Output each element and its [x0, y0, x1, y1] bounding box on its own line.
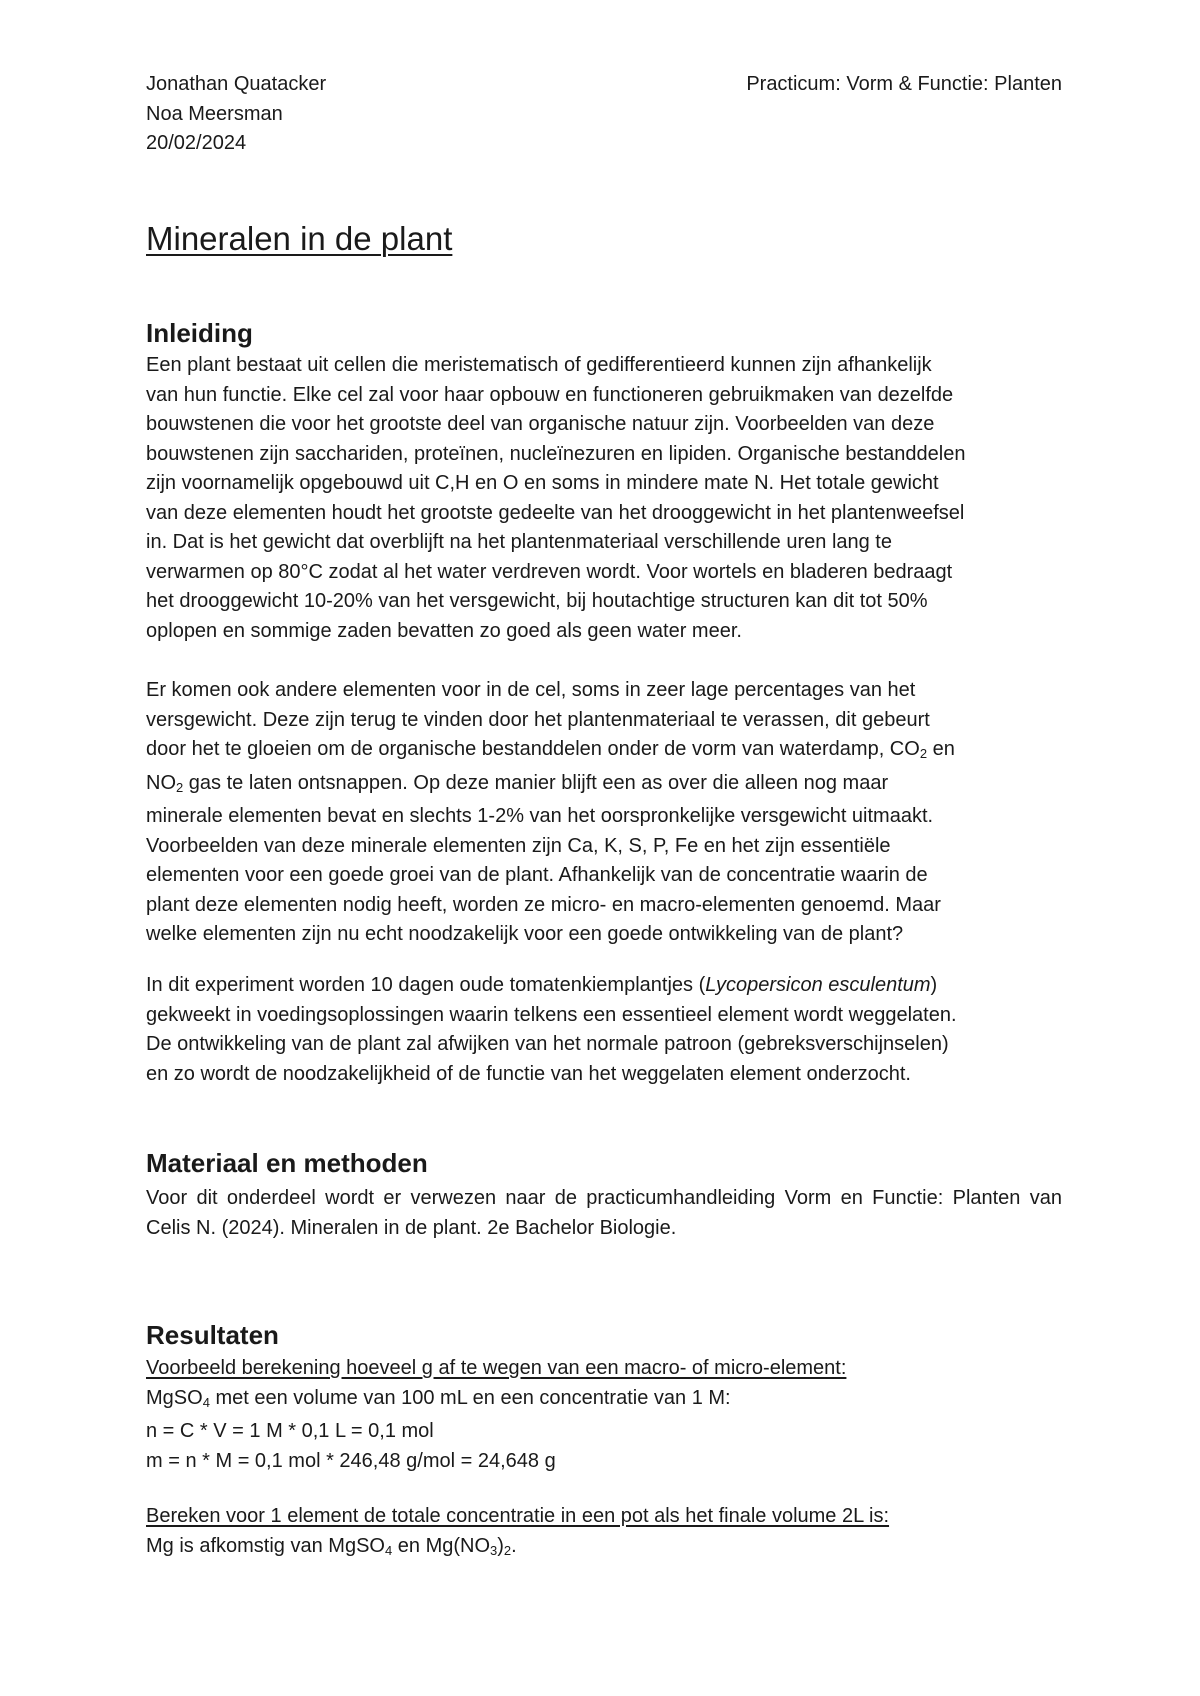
- section-heading-methods: Materiaal en methoden: [146, 1148, 428, 1178]
- text-line: Een plant bestaat uit cellen die meristematisch of gedifferentieerd kunnen zijn afhankelijk: [146, 354, 932, 376]
- methods-paragraph: Voor dit onderdeel wordt er verwezen naar de practicumhandleiding Vorm en Functie: Planten van Celis N. (2024). Mineralen in de plant. 2e Bachelor Biologie.: [146, 1187, 1062, 1239]
- text-fragment: gas te laten ontsnappen. Op deze manier blijft een as over die alleen nog maar: [183, 771, 889, 794]
- text-line: versgewicht. Deze zijn terug te vinden door het plantenmateriaal te verassen, dit gebeurt: [146, 708, 930, 731]
- section-heading-intro: Inleiding: [146, 318, 253, 348]
- course-title: Practicum: Vorm & Functie: Planten: [746, 73, 1062, 95]
- text-fragment: en: [927, 738, 955, 760]
- text-line: bouwstenen die voor het grootste deel van organische natuur zijn. Voorbeelden van deze: [146, 413, 935, 435]
- text-fragment: In dit experiment worden 10 dagen oude tomatenkiemplantjes (: [146, 974, 706, 996]
- text-line: [146, 1384, 1062, 1418]
- example-title: Voorbeeld berekening hoeveel g af te wegen van een macro- of micro-element:: [146, 1357, 847, 1379]
- subscript: 2: [919, 746, 928, 761]
- results-task: [146, 1502, 1062, 1565]
- subscript: 2: [176, 779, 184, 795]
- text-line: verwarmen op 80°C zodat al het water verdreven wordt. Voor wortels en bladeren bedraagt: [146, 560, 953, 583]
- text-line: [146, 769, 1062, 803]
- page-title: Mineralen in de plant: [146, 220, 453, 257]
- text-line: minerale elementen bevat en slechts 1-2% van het oorspronkelijke versgewicht uitmaakt.: [146, 805, 934, 827]
- task-title: Bereken voor 1 element de totale concentratie in een pot als het finale volume 2L is:: [146, 1505, 890, 1527]
- text-fragment: door het te gloeien om de organische bestanddelen onder de vorm van waterdamp, CO: [146, 738, 920, 760]
- intro-paragraph-3: [146, 971, 1062, 1089]
- text-line: [146, 1532, 1062, 1566]
- author-name: Jonathan Quatacker: [146, 73, 327, 95]
- section-heading-results: Resultaten: [146, 1320, 279, 1350]
- author-name: Noa Meersman: [146, 102, 283, 125]
- text-line: zijn voornamelijk opgebouwd uit C,H en O en soms in mindere mate N. Het totale gewicht: [146, 472, 939, 494]
- text-line: elementen voor een goede groei van de plant. Afhankelijk van de concentratie waarin de: [146, 864, 928, 886]
- text-fragment: met een volume van 100 mL en een concentratie van 1 M:: [209, 1386, 731, 1409]
- author-block: [146, 70, 326, 159]
- text-line: Er komen ook andere elementen voor in de cel, soms in zeer lage percentages van het: [146, 679, 916, 701]
- text-line: het drooggewicht 10-20% van het versgewicht, bij houtachtige structuren kan dit tot 50%: [146, 590, 928, 612]
- text-line: gekweekt in voedingsoplossingen waarin telkens een essentieel element wordt weggelaten.: [146, 1003, 957, 1026]
- intro-paragraph-2: [146, 676, 1062, 950]
- text-fragment: Mg is afkomstig van MgSO: [146, 1534, 385, 1557]
- text-line: plant deze elementen nodig heeft, worden ze micro- en macro-elementen genoemd. Maar: [146, 893, 941, 916]
- text-line: De ontwikkeling van de plant zal afwijken van het normale patroon (gebreksverschijnselen): [146, 1033, 949, 1055]
- text-line: van hun functie. Elke cel zal voor haar opbouw en functioneren gebruikmaken van dezelfde: [146, 383, 954, 406]
- text-line: van deze elementen houdt het grootste gedeelte van het drooggewicht in het plantenweefsel: [146, 501, 965, 524]
- text-line: en zo wordt de noodzakelijkheid of de functie van het weggelaten element onderzocht.: [146, 1062, 911, 1085]
- text-fragment: MgSO: [146, 1386, 203, 1409]
- text-fragment: ): [497, 1534, 504, 1557]
- text-line: welke elementen zijn nu echt noodzakelijk voor een goede ontwikkeling van de plant?: [146, 923, 904, 945]
- subscript: 3: [490, 1542, 498, 1558]
- text-fragment: NO: [146, 771, 176, 794]
- species-name: Lycopersicon esculentum: [705, 974, 931, 996]
- text-line: Voorbeelden van deze minerale elementen zijn Ca, K, S, P, Fe en het zijn essentiële: [146, 834, 891, 857]
- formula-line: m = n * M = 0,1 mol * 246,48 g/mol = 24,648 g: [146, 1449, 556, 1472]
- subscript: 4: [202, 1394, 210, 1410]
- text-line: oplopen en sommige zaden bevatten zo goed als geen water meer.: [146, 619, 742, 642]
- formula-line: n = C * V = 1 M * 0,1 L = 0,1 mol: [146, 1420, 434, 1442]
- document-date: 20/02/2024: [146, 132, 247, 154]
- text-line: bouwstenen zijn sacchariden, proteïnen, nucleïnezuren en lipiden. Organische bestanddelen: [146, 442, 966, 465]
- text-fragment: en Mg(NO: [392, 1534, 491, 1557]
- subscript: 4: [384, 1542, 393, 1558]
- text-line: [146, 735, 1062, 769]
- text-line: in. Dat is het gewicht dat overblijft na het plantenmateriaal verschillende uren lang te: [146, 531, 892, 553]
- results-example: [146, 1354, 1062, 1476]
- text-fragment: .: [511, 1534, 517, 1557]
- text-line: [146, 971, 1062, 1001]
- subscript: 2: [503, 1542, 512, 1558]
- text-fragment: ): [930, 974, 938, 996]
- intro-paragraph-1: [146, 351, 1062, 646]
